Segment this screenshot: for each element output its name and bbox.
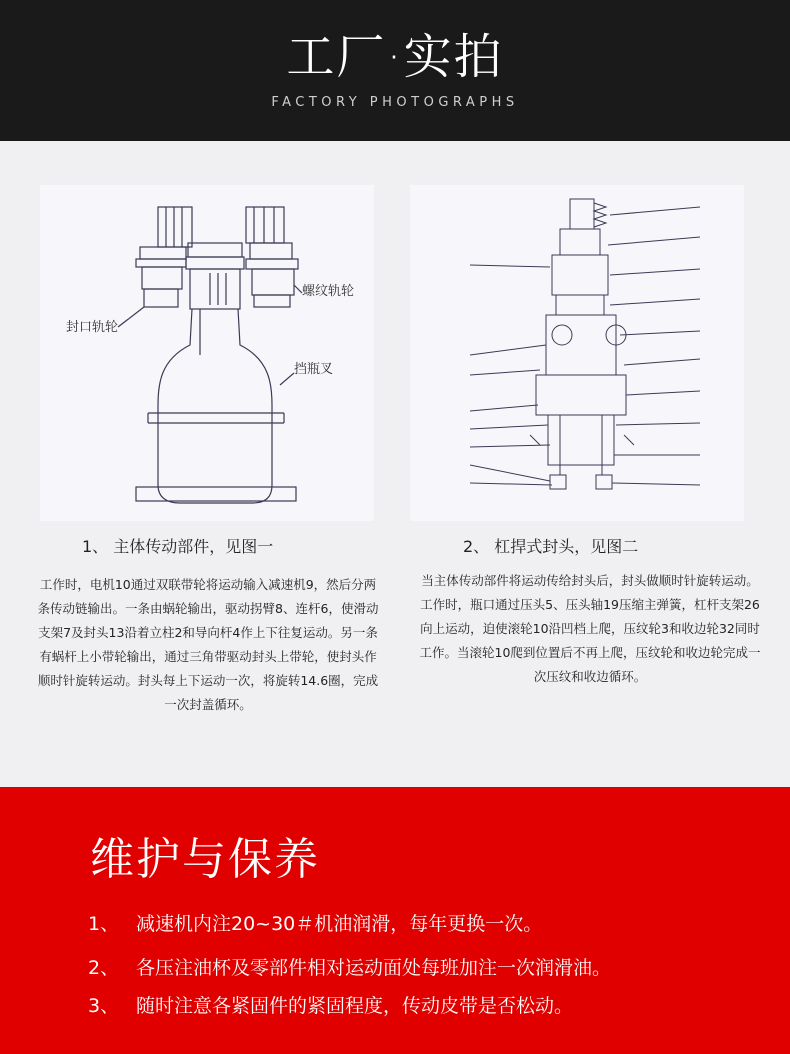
maintenance-item-number: 3、 [88,995,120,1017]
figure-2-caption: 2、 杠捍式封头，见图二 [463,537,639,556]
maintenance-item-number: 1、 [88,913,120,935]
maintenance-section [0,787,790,1054]
maintenance-item-text: 减速机内注20~30＃机油润滑，每年更换一次。 [136,913,543,935]
header-subtitle: FACTORY PHOTOGRAPHS [271,95,519,110]
header-title: 工厂·实拍 [286,29,504,85]
maintenance-item-number: 2、 [88,957,120,979]
label-bottle-fork: 挡瓶叉 [294,362,334,377]
figure-2-diagram [410,185,744,521]
figure-2-description: 当主体传动部件将运动传给封头后，封头做顺时针旋转运动。工作时，瓶口通过压头5、压头轴19压缩主弹簧，杠杆支架26向上运动，迫使滚轮10沿凹档上爬，压纹轮3和收边轮32同时工作。当滚轮10爬到位置后不再上爬，压纹轮和收边轮完成一次压纹和收边循环。 [419,573,761,684]
figure-1-svg [40,185,374,521]
figure-1-caption: 1、 主体传动部件，见图一 [82,537,274,556]
maintenance-item-text: 随时注意各紧固件的紧固程度，传动皮带是否松动。 [136,995,574,1017]
figure-1-description: 工作时，电机10通过双联带轮将运动输入减速机9，然后分两条传动链输出。一条由蜗轮输出，驱动拐臂8、连杆6，使滑动支架7及封头13沿着立柱2和导向杆4作上下往复运动。另一条有蜗杆上小带轮输出，通过三角带驱动封头上带轮，使封头作顺时针旋转运动。封头每上下运动一次，将旋转14.6圈，完成一次封盖循环。 [37,577,379,712]
page-header [0,0,790,141]
factory-section [0,141,790,787]
label-thread-roller: 螺纹轨轮 [302,284,355,299]
maintenance-item [88,953,611,980]
maintenance-item-text: 各压注油杯及零部件相对运动面处每班加注一次润滑油。 [136,957,612,979]
maintenance-item [88,991,573,1018]
maintenance-title: 维护与保养 [90,834,320,885]
maintenance-item [88,909,542,936]
label-seal-roller: 封口轨轮 [66,320,119,335]
figure-1-diagram [40,185,374,521]
figure-2-svg [410,185,744,521]
